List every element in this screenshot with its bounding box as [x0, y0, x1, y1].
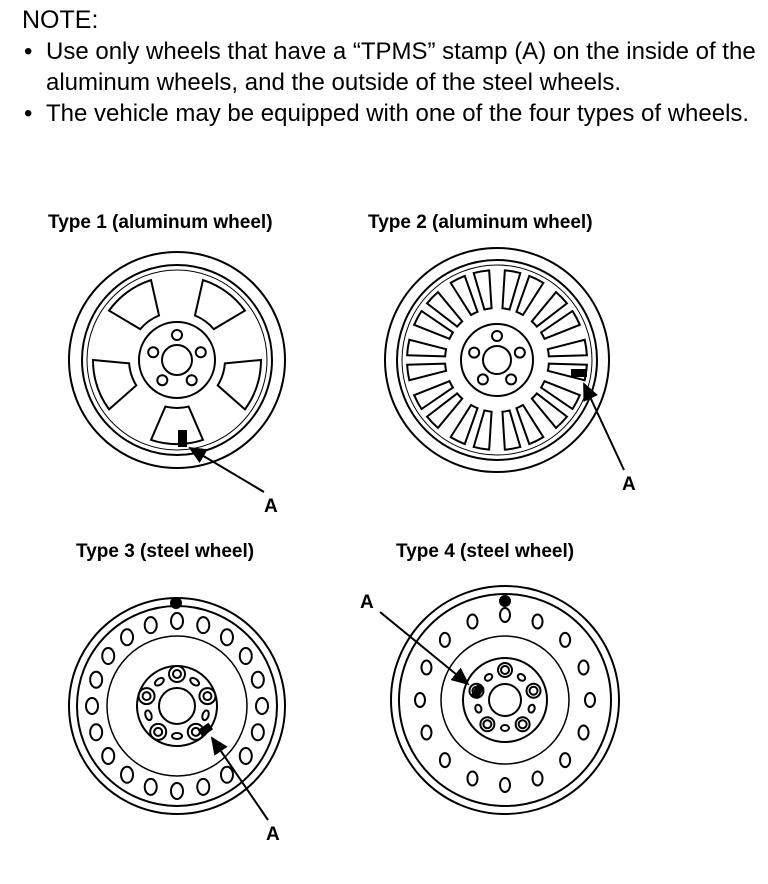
callout-arrow [212, 738, 268, 820]
spoke-window [532, 292, 567, 326]
lug-nut [501, 666, 509, 674]
lug-nut [169, 666, 185, 682]
spoke-window [516, 276, 543, 315]
lug-hole [469, 348, 479, 358]
spoke-window [516, 405, 543, 444]
vent-hole [86, 698, 98, 714]
spoke-window [451, 276, 478, 315]
vent-hole [421, 726, 431, 740]
spoke-window [93, 360, 136, 409]
vent-hole [560, 753, 570, 767]
spoke-window [502, 410, 520, 449]
vent-hole [560, 633, 570, 647]
spoke-window [414, 311, 453, 339]
spoke-window [427, 292, 462, 326]
vent-hole [90, 672, 102, 688]
wheel-type-3-caption: Type 3 (steel wheel) [76, 541, 255, 562]
spoke-window [474, 410, 492, 449]
lug-nut [192, 728, 200, 736]
lug-nut [139, 688, 155, 704]
note-bullet-1-text: Use only wheels that have a “TPMS” stamp (A) on the inside of the aluminum wheels, and the outside of the steel wheels. [46, 38, 756, 96]
callout-label: A [622, 474, 636, 495]
vent-hole [102, 648, 114, 664]
valve-stem-hole [500, 596, 510, 606]
vent-hole [197, 779, 209, 795]
lug-hole [148, 347, 158, 357]
vent-hole [121, 767, 133, 783]
spoke-window [451, 405, 478, 444]
lug-hole [187, 375, 197, 385]
callout-label: A [264, 496, 278, 517]
lug-nut [143, 692, 151, 700]
bullet-dot: • [24, 100, 33, 127]
wheel-type-2-drawing [385, 248, 609, 472]
vent-hole [440, 753, 450, 767]
vent-hole [533, 772, 543, 786]
lug-nut [150, 724, 166, 740]
vent-hole [102, 748, 114, 764]
wheel-type-1-drawing [69, 252, 285, 468]
lug-hole [506, 374, 516, 384]
lug-hole [492, 331, 502, 341]
callout-label: A [266, 824, 280, 845]
vent-hole [533, 614, 543, 628]
callout-arrow [584, 384, 624, 470]
lug-nut [483, 720, 491, 728]
vent-hole [467, 614, 477, 628]
lug-hole [196, 347, 206, 357]
hub-slot [474, 704, 482, 713]
vent-hole [579, 660, 589, 674]
vent-hole [171, 783, 183, 799]
vent-hole [240, 748, 252, 764]
hub-slot [189, 676, 201, 687]
lug-hole [172, 330, 182, 340]
hub-slot [201, 710, 210, 721]
vent-hole [240, 648, 252, 664]
bullet-dot: • [24, 38, 33, 65]
spoke-window [427, 393, 462, 427]
note-title: NOTE: [22, 6, 99, 34]
spoke-window [502, 270, 520, 309]
tpms-stamp [179, 431, 186, 446]
vent-hole [221, 629, 233, 645]
wheel-type-4-drawing [391, 586, 619, 814]
vent-hole [579, 726, 589, 740]
spoke-window [541, 311, 580, 339]
callout-label: A [360, 592, 374, 613]
spoke-window [407, 340, 446, 357]
vent-hole [221, 767, 233, 783]
lug-nut [154, 728, 162, 736]
spoke-window [151, 407, 203, 444]
vent-hole [421, 660, 431, 674]
lug-nut [173, 670, 181, 678]
tpms-stamp [572, 370, 586, 376]
vent-hole [252, 724, 264, 740]
lug-nut [199, 688, 215, 704]
vent-hole [256, 698, 268, 714]
lug-hole [515, 348, 525, 358]
spoke-window [407, 364, 446, 381]
hub-slot [154, 676, 166, 687]
valve-stem-hole [171, 598, 181, 608]
spoke-window [541, 381, 580, 409]
vent-hole [585, 693, 595, 707]
wheel-type-1-caption: Type 1 (aluminum wheel) [48, 212, 273, 233]
spoke-window [548, 340, 587, 357]
spoke-window [218, 360, 261, 409]
vent-hole [415, 693, 425, 707]
vent-hole [121, 629, 133, 645]
vent-hole [252, 672, 264, 688]
spoke-window [414, 381, 453, 409]
hub-slot [528, 704, 536, 713]
vent-hole [440, 633, 450, 647]
lug-hole [157, 375, 167, 385]
vent-hole [90, 724, 102, 740]
vent-hole [500, 778, 510, 792]
lug-nut [203, 692, 211, 700]
wheel-type-2-caption: Type 2 (aluminum wheel) [368, 212, 593, 233]
vent-hole [171, 613, 183, 629]
lug-hole [478, 374, 488, 384]
hub-slot [144, 710, 153, 721]
vent-hole [467, 772, 477, 786]
vent-hole [197, 617, 209, 633]
lug-nut [530, 687, 538, 695]
hub-slot [172, 733, 182, 739]
spoke-window [532, 393, 567, 427]
vent-hole [500, 608, 510, 622]
note-bullet-2-text: The vehicle may be equipped with one of the four types of wheels. [46, 100, 750, 127]
spoke-window [474, 270, 492, 309]
hub-slot [516, 673, 526, 683]
hub-slot [484, 673, 494, 683]
lug-nut [519, 720, 527, 728]
vent-hole [145, 779, 157, 795]
vent-hole [145, 617, 157, 633]
wheel-type-4-caption: Type 4 (steel wheel) [396, 541, 575, 562]
wheel-type-3-drawing [69, 598, 285, 814]
hub-slot [501, 725, 509, 731]
